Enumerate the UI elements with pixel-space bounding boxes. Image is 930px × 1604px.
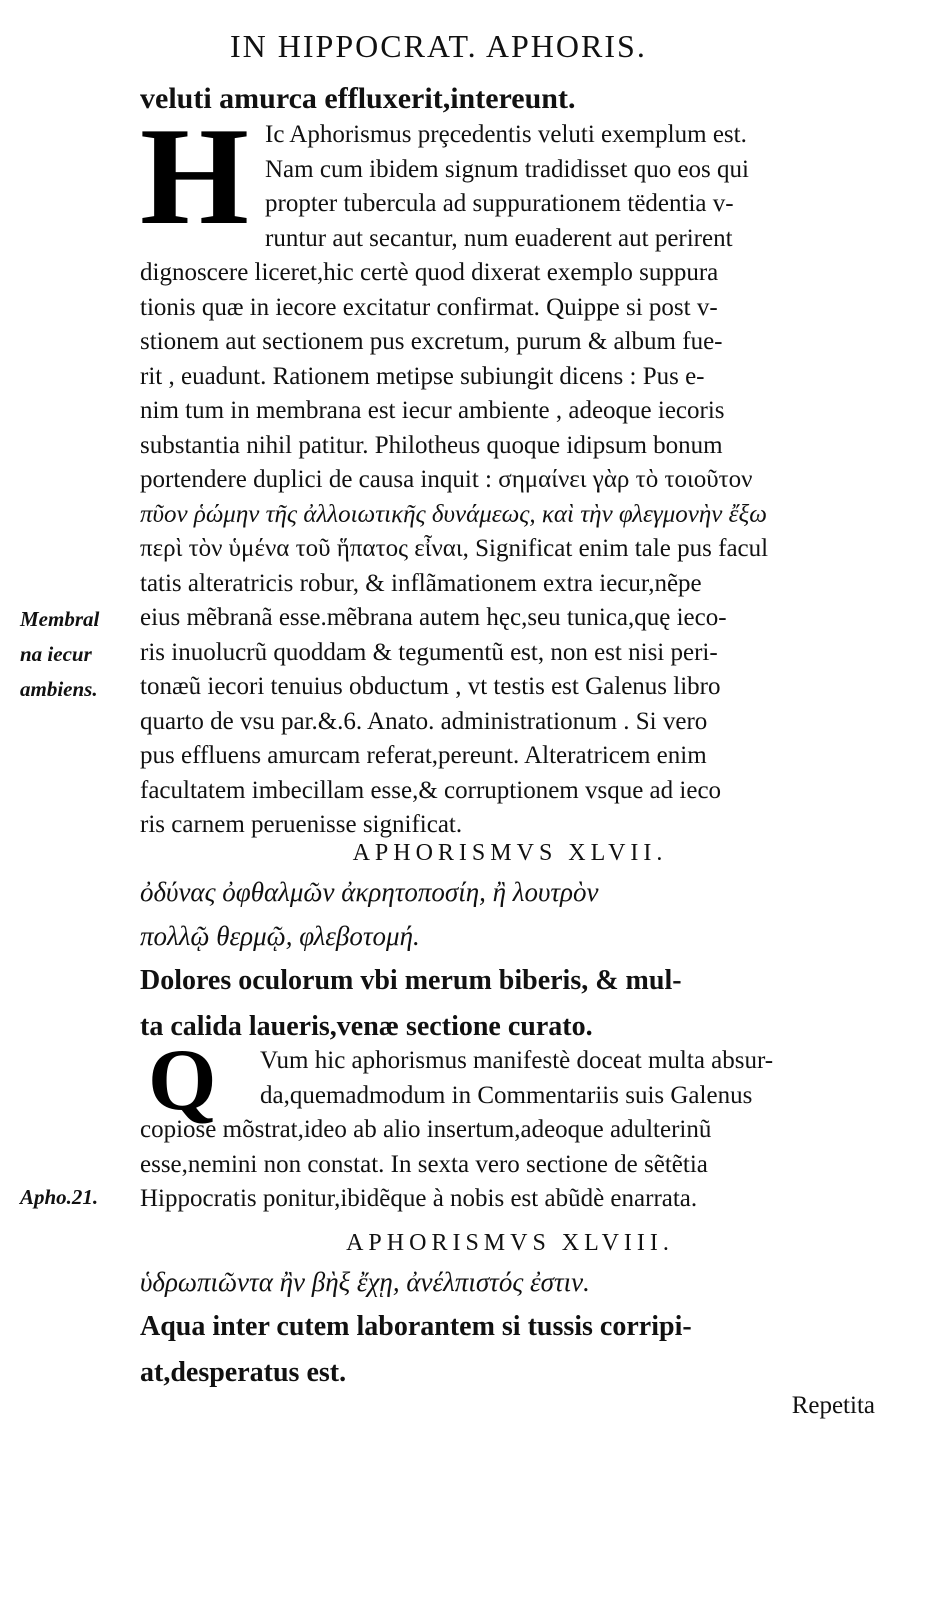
opening-line: veluti amurca effluxerit,intereunt. xyxy=(140,82,576,115)
running-head: IN HIPPOCRAT. APHORIS. xyxy=(230,28,647,64)
text-line: tonæũ iecori tenuius obductum , vt testis est Galenus libro xyxy=(140,673,721,700)
text-line: περὶ τὸν ὑμένα τοῦ ἥπατος εἶναι, Significat enim tale pus facul xyxy=(140,535,769,562)
text-line: ris inuolucrũ quoddam & tegumentũ est, non est nisi peri- xyxy=(140,638,718,666)
aphorism-47 xyxy=(140,836,880,1050)
text-line: tatis alteratricis robur, & inflãmationem extra iecur,nẽpe xyxy=(140,569,702,597)
catchword: Repetita xyxy=(791,1392,875,1419)
aphorism-heading: APHORISMVS XLVIII. xyxy=(346,1230,674,1256)
greek-aphorism-line: πολλῷ θερμῷ, φλεβοτομή. xyxy=(140,921,420,951)
text-line: Hippocratis ponitur,ibidẽque à nobis est abũdè enarrata. xyxy=(140,1185,698,1212)
margin-note-line: ambiens. xyxy=(20,677,98,701)
text-line: Nam cum ibidem signum tradidisset quo eos qui xyxy=(265,155,749,183)
dropcap-q: Q xyxy=(148,1032,217,1129)
greek-line: πῦον ῥώμην τῆς ἀλλοιωτικῆς δυνάμεως, καὶ τὴν φλεγμονὴν ἔξω xyxy=(140,500,767,528)
text-line: esse,nemini non constat. In sexta vero sectione de sẽtẽtia xyxy=(140,1150,708,1178)
text-line: eius mẽbranã esse.mẽbrana autem hęc,seu tunica,quę ieco- xyxy=(140,604,727,631)
margin-note-line: na iecur xyxy=(20,642,92,666)
text-line: quarto de vsu par.&.6. Anato. administrationum . Si vero xyxy=(140,707,708,735)
latin-aphorism-line: Aqua inter cutem laborantem si tussis corripi- xyxy=(140,1311,692,1342)
aphorism-48 xyxy=(140,1226,880,1396)
text-line: da,quemadmodum in Commentariis suis Galenus xyxy=(260,1081,753,1109)
aphorism-47-commentary xyxy=(140,1044,880,1217)
greek-aphorism-line: ὑδρωπιῶντα ἢν βὴξ ἔχῃ, ἀνέλπιστός ἐστιν. xyxy=(140,1267,590,1297)
text-line: tionis quæ in iecore excitatur confirmat. Quippe si post v- xyxy=(140,293,718,321)
aphorism-heading: APHORISMVS XLVII. xyxy=(352,840,668,866)
text-line: stionem aut sectionem pus excretum, purum & album fue- xyxy=(140,328,723,355)
text-line: propter tubercula ad suppurationem tëdentia v- xyxy=(265,190,734,217)
text-line: pus effluens amurcam referat,pereunt. Alteratricem enim xyxy=(140,742,707,769)
margin-note-apho: Apho.21. xyxy=(20,1185,99,1209)
text-line: Vum hic aphorismus manifestè doceat multa absur- xyxy=(260,1047,774,1074)
dropcap-h: H xyxy=(140,99,249,254)
text-line: copiose mõstrat,ideo ab alio insertum,adeoque adulterinũ xyxy=(140,1116,712,1143)
text-line: nim tum in membrana est iecur ambiente , adeoque iecoris xyxy=(140,397,725,424)
text-line: rit , euadunt. Rationem metipse subiungit dicens : Pus e- xyxy=(140,362,705,390)
text-line: dignoscere liceret,hic certè quod dixerat exemplo suppura xyxy=(140,259,719,286)
commentary-body-1 xyxy=(140,118,880,843)
latin-aphorism-line: ta calida laueris,venæ sectione curato. xyxy=(140,1011,593,1042)
text-line: Ic Aphorismus prȩcedentis veluti exemplum est. xyxy=(265,121,747,148)
text-line: portendere duplici de causa inquit : σημαίνει γὰρ τὸ τοιοῦτον xyxy=(140,466,753,493)
text-line: ris carnem peruenisse significat. xyxy=(140,811,463,838)
text-line: facultatem imbecillam esse,& corruptionem vsque ad ieco xyxy=(140,776,722,804)
greek-aphorism-line: ὀδύνας ὀφθαλμῶν ἀκρητοποσίη, ἢ λουτρὸν xyxy=(140,877,599,907)
latin-aphorism-line: Dolores oculorum vbi merum biberis, & mul- xyxy=(140,965,682,996)
commentary-section-1 xyxy=(140,76,880,122)
text-line: substantia nihil patitur. Philotheus quoque idipsum bonum xyxy=(140,431,723,459)
margin-note-line: Membral xyxy=(20,607,100,631)
margin-note-membrana xyxy=(20,602,99,707)
text-line: runtur aut secantur, num euaderent aut perirent xyxy=(265,224,733,252)
latin-aphorism-line: at,desperatus est. xyxy=(140,1357,347,1388)
